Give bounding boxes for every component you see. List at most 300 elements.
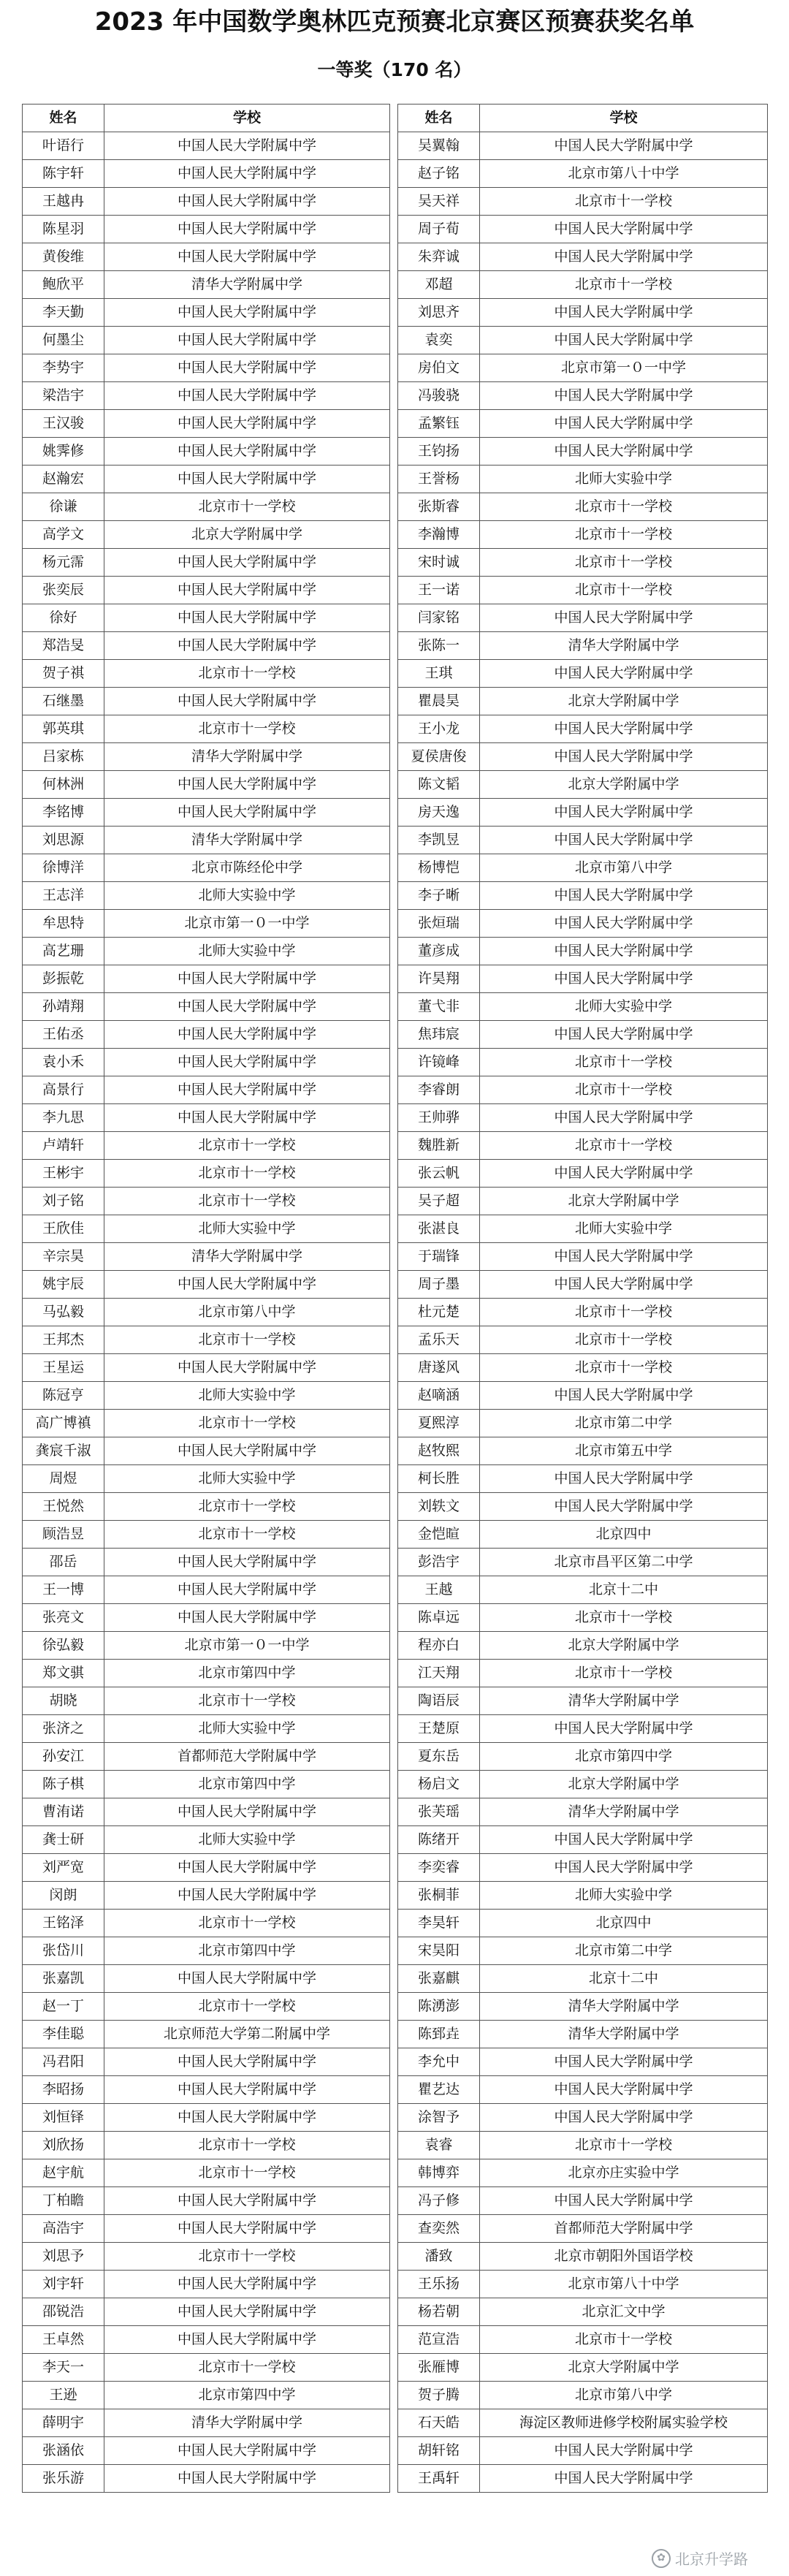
student-name: 王誉杨 [398, 466, 480, 493]
student-name: 王楚原 [398, 1715, 480, 1743]
school-name: 中国人民大学附属中学 [480, 1271, 768, 1299]
school-name: 北京大学附属中学 [480, 1771, 768, 1798]
table-row [398, 1993, 768, 2021]
table-row [23, 493, 390, 521]
table-row [23, 1493, 390, 1521]
school-name: 中国人民大学附属中学 [104, 2465, 390, 2493]
school-name: 北京四中 [480, 1521, 768, 1549]
school-name: 中国人民大学附属中学 [480, 243, 768, 271]
student-name: 李凯昱 [398, 827, 480, 854]
student-name: 赵宇航 [23, 2159, 104, 2187]
table-row [23, 160, 390, 188]
table-row [398, 243, 768, 271]
school-name: 中国人民大学附属中学 [480, 327, 768, 354]
school-name: 北京市十一学校 [104, 2132, 390, 2159]
school-name: 北京大学附属中学 [480, 2354, 768, 2382]
table-row [23, 2271, 390, 2298]
table-row [23, 1104, 390, 1132]
student-name: 李昊轩 [398, 1910, 480, 1937]
student-name: 杜元楚 [398, 1299, 480, 1326]
student-name: 王乐扬 [398, 2271, 480, 2298]
table-row [23, 2187, 390, 2215]
school-name: 北京十二中 [480, 1576, 768, 1604]
table-row [398, 2382, 768, 2409]
school-name: 北京市第一０一中学 [104, 1632, 390, 1660]
student-name: 李子晰 [398, 882, 480, 910]
school-name: 中国人民大学附属中学 [104, 410, 390, 438]
table-row [398, 493, 768, 521]
school-name: 北京市陈经伦中学 [104, 854, 390, 882]
school-name: 中国人民大学附属中学 [480, 1243, 768, 1271]
table-row [23, 1215, 390, 1243]
school-name: 北京大学附属中学 [480, 1632, 768, 1660]
student-name: 焦玮宸 [398, 1021, 480, 1049]
student-name: 何林洲 [23, 771, 104, 799]
table-row [398, 1437, 768, 1465]
table-row [23, 2326, 390, 2354]
table-row [398, 771, 768, 799]
student-name: 王悦然 [23, 1493, 104, 1521]
table-row [23, 466, 390, 493]
table-row [398, 1104, 768, 1132]
table-row [398, 382, 768, 410]
school-name: 中国人民大学附属中学 [104, 1549, 390, 1576]
table-row [398, 1604, 768, 1632]
school-name: 北京市十一学校 [104, 1326, 390, 1354]
student-name: 胡晓 [23, 1687, 104, 1715]
student-name: 黄俊维 [23, 243, 104, 271]
table-row [23, 1049, 390, 1076]
table-row [23, 1576, 390, 1604]
student-name: 龚宸千淑 [23, 1437, 104, 1465]
school-name: 北京市第二中学 [480, 1937, 768, 1965]
student-name: 王禹轩 [398, 2465, 480, 2493]
table-row [23, 1354, 390, 1382]
school-name: 中国人民大学附属中学 [480, 1465, 768, 1493]
student-name: 赵瀚宏 [23, 466, 104, 493]
table-row [23, 1243, 390, 1271]
school-name: 北师大实验中学 [480, 1882, 768, 1910]
school-name: 北京市十一学校 [104, 1521, 390, 1549]
school-name: 北京大学附属中学 [480, 688, 768, 715]
school-name: 中国人民大学附属中学 [480, 2437, 768, 2465]
student-name: 张陈一 [398, 632, 480, 660]
student-name: 程亦白 [398, 1632, 480, 1660]
table-row [23, 1382, 390, 1410]
table-row [398, 1798, 768, 1826]
table-row [398, 1465, 768, 1493]
table-row [23, 2437, 390, 2465]
school-name: 中国人民大学附属中学 [480, 715, 768, 743]
school-name: 北京市十一学校 [480, 2326, 768, 2354]
school-name: 北京市十一学校 [104, 1188, 390, 1215]
table-row [398, 660, 768, 688]
table-row [23, 1076, 390, 1104]
table-row [23, 382, 390, 410]
table-row [398, 132, 768, 160]
student-name: 叶语行 [23, 132, 104, 160]
table-row [398, 938, 768, 965]
table-row [23, 1299, 390, 1326]
student-name: 朱弈诚 [398, 243, 480, 271]
student-name: 李铭博 [23, 799, 104, 827]
student-name: 贺子腾 [398, 2382, 480, 2409]
student-name: 张乐游 [23, 2465, 104, 2493]
school-name: 中国人民大学附属中学 [480, 965, 768, 993]
table-row [23, 2243, 390, 2271]
table-row [398, 2409, 768, 2437]
student-name: 徐好 [23, 604, 104, 632]
student-name: 冯骏骁 [398, 382, 480, 410]
school-name: 北京大学附属中学 [480, 1188, 768, 1215]
table-row [398, 2215, 768, 2243]
school-name: 中国人民大学附属中学 [480, 882, 768, 910]
student-name: 陈星羽 [23, 216, 104, 243]
school-name: 清华大学附属中学 [104, 743, 390, 771]
table-row [398, 2187, 768, 2215]
student-name: 唐遂风 [398, 1354, 480, 1382]
student-name: 王帅骅 [398, 1104, 480, 1132]
table-row [23, 1132, 390, 1160]
page-title: 2023 年中国数学奥林匹克预赛北京赛区预赛获奖名单 [94, 7, 695, 37]
table-row [398, 1021, 768, 1049]
student-name: 何墨尘 [23, 327, 104, 354]
school-name: 中国人民大学附属中学 [480, 1715, 768, 1743]
student-name: 孙靖翔 [23, 993, 104, 1021]
school-name: 清华大学附属中学 [480, 2021, 768, 2048]
table-row [23, 938, 390, 965]
school-name: 北京市第五中学 [480, 1437, 768, 1465]
table-row [398, 1188, 768, 1215]
table-row [23, 1465, 390, 1493]
student-name: 李睿朗 [398, 1076, 480, 1104]
table-row [398, 1910, 768, 1937]
table-row [23, 660, 390, 688]
student-name: 邵锐浩 [23, 2298, 104, 2326]
table-row [398, 2048, 768, 2076]
school-name: 北师大实验中学 [104, 882, 390, 910]
table-row [398, 1493, 768, 1521]
school-name: 清华大学附属中学 [480, 1993, 768, 2021]
table-row [23, 743, 390, 771]
school-name: 北京市十一学校 [480, 493, 768, 521]
table-row [23, 2021, 390, 2048]
award-subtitle: 一等奖（170 名） [317, 59, 472, 80]
student-name: 薛明宇 [23, 2409, 104, 2437]
table-row [398, 1743, 768, 1771]
school-name: 首都师范大学附属中学 [480, 2215, 768, 2243]
student-name: 董弋非 [398, 993, 480, 1021]
school-name: 中国人民大学附属中学 [104, 2187, 390, 2215]
table-row [23, 438, 390, 466]
table-row [398, 1271, 768, 1299]
table-row [23, 1965, 390, 1993]
school-name: 清华大学附属中学 [480, 1687, 768, 1715]
student-name: 刘严宽 [23, 1854, 104, 1882]
table-row [23, 132, 390, 160]
school-name: 北京市第八十中学 [480, 2271, 768, 2298]
student-name: 陈卓远 [398, 1604, 480, 1632]
student-name: 王小龙 [398, 715, 480, 743]
school-name: 中国人民大学附属中学 [480, 382, 768, 410]
student-name: 李势宇 [23, 354, 104, 382]
table-row [23, 688, 390, 715]
student-name: 姚宇辰 [23, 1271, 104, 1299]
student-name: 陈湧澎 [398, 1993, 480, 2021]
school-name: 中国人民大学附属中学 [104, 299, 390, 327]
table-row [398, 1382, 768, 1410]
school-name: 北京市第一０一中学 [480, 354, 768, 382]
table-row [23, 1743, 390, 1771]
student-name: 陈冠亨 [23, 1382, 104, 1410]
school-name: 北京四中 [480, 1910, 768, 1937]
school-name: 中国人民大学附属中学 [480, 1104, 768, 1132]
school-name: 北京市十一学校 [480, 2132, 768, 2159]
student-name: 高艺珊 [23, 938, 104, 965]
table-row [23, 1771, 390, 1798]
table-row [398, 2326, 768, 2354]
table-row [23, 2048, 390, 2076]
table-row [23, 1437, 390, 1465]
table-row [398, 1410, 768, 1437]
school-name: 中国人民大学附属中学 [480, 2104, 768, 2132]
student-name: 王欣佳 [23, 1215, 104, 1243]
table-row [398, 827, 768, 854]
table-row [23, 604, 390, 632]
table-row [398, 2132, 768, 2159]
school-name: 北京市第八中学 [104, 1299, 390, 1326]
school-name: 中国人民大学附属中学 [480, 827, 768, 854]
student-name: 张济之 [23, 1715, 104, 1743]
student-name: 刘思源 [23, 827, 104, 854]
school-name: 清华大学附属中学 [480, 1798, 768, 1826]
table-row [398, 521, 768, 549]
school-name: 中国人民大学附属中学 [104, 1965, 390, 1993]
school-name: 北京市十一学校 [104, 1160, 390, 1188]
student-name: 高景行 [23, 1076, 104, 1104]
student-name: 刘轶文 [398, 1493, 480, 1521]
school-name: 中国人民大学附属中学 [104, 2076, 390, 2104]
school-name: 中国人民大学附属中学 [480, 1826, 768, 1854]
table-header [23, 105, 390, 132]
student-name: 马弘毅 [23, 1299, 104, 1326]
school-name: 北京市十一学校 [480, 1049, 768, 1076]
student-name: 宋昊阳 [398, 1937, 480, 1965]
table-row [398, 1521, 768, 1549]
school-name: 中国人民大学附属中学 [480, 2465, 768, 2493]
student-name: 石继墨 [23, 688, 104, 715]
student-name: 张湛良 [398, 1215, 480, 1243]
table-row [398, 1299, 768, 1326]
school-name: 北京市第四中学 [104, 1771, 390, 1798]
table-row [23, 521, 390, 549]
school-name: 北京市十一学校 [104, 715, 390, 743]
student-name: 于瑞锋 [398, 1243, 480, 1271]
school-name: 中国人民大学附属中学 [480, 1493, 768, 1521]
student-name: 赵牧熙 [398, 1437, 480, 1465]
table-row [23, 2465, 390, 2493]
school-name: 中国人民大学附属中学 [104, 188, 390, 216]
school-name: 中国人民大学附属中学 [104, 632, 390, 660]
table-row [23, 1715, 390, 1743]
table-row [23, 854, 390, 882]
table-row [23, 1632, 390, 1660]
school-name: 中国人民大学附属中学 [104, 2326, 390, 2354]
school-name: 北京市十一学校 [480, 271, 768, 299]
school-name: 北京市第四中学 [104, 1937, 390, 1965]
student-name: 李瀚博 [398, 521, 480, 549]
school-name: 北京市第八中学 [480, 2382, 768, 2409]
school-name: 中国人民大学附属中学 [104, 1049, 390, 1076]
school-name: 北京市十一学校 [104, 1687, 390, 1715]
student-name: 张奕辰 [23, 577, 104, 604]
table-row [398, 2159, 768, 2187]
student-name: 杨若朝 [398, 2298, 480, 2326]
table-row [398, 993, 768, 1021]
table-row [23, 1188, 390, 1215]
student-name: 宋时诚 [398, 549, 480, 577]
table-row [23, 910, 390, 938]
school-name: 中国人民大学附属中学 [104, 132, 390, 160]
student-name: 刘恒铎 [23, 2104, 104, 2132]
school-name: 北京市十一学校 [480, 1076, 768, 1104]
school-name: 中国人民大学附属中学 [104, 1798, 390, 1826]
table-row [23, 1910, 390, 1937]
table-row [398, 965, 768, 993]
student-name: 陈绪开 [398, 1826, 480, 1854]
school-name: 中国人民大学附属中学 [480, 299, 768, 327]
school-name: 中国人民大学附属中学 [104, 2271, 390, 2298]
student-name: 杨元霈 [23, 549, 104, 577]
table-row [23, 577, 390, 604]
school-name: 北京市十一学校 [104, 1410, 390, 1437]
school-name: 北京市昌平区第二中学 [480, 1549, 768, 1576]
table-row [398, 2021, 768, 2048]
school-name: 中国人民大学附属中学 [104, 1882, 390, 1910]
table-row [398, 2076, 768, 2104]
school-name: 北京市十一学校 [104, 2159, 390, 2187]
student-name: 徐弘毅 [23, 1632, 104, 1660]
table-row [23, 2104, 390, 2132]
student-name: 徐谦 [23, 493, 104, 521]
table-row [23, 1521, 390, 1549]
table-row [23, 354, 390, 382]
school-name: 中国人民大学附属中学 [480, 438, 768, 466]
school-name: 中国人民大学附属中学 [104, 549, 390, 577]
table-row [23, 1937, 390, 1965]
table-row [23, 188, 390, 216]
table-row [23, 299, 390, 327]
table-row [23, 216, 390, 243]
table-row [23, 1160, 390, 1188]
student-name: 刘子铭 [23, 1188, 104, 1215]
school-name: 中国人民大学附属中学 [104, 1021, 390, 1049]
table-row [398, 2354, 768, 2382]
school-name: 北京市十一学校 [104, 2243, 390, 2271]
student-name: 刘宇轩 [23, 2271, 104, 2298]
student-name: 房天逸 [398, 799, 480, 827]
table-row [398, 466, 768, 493]
student-name: 陈文韬 [398, 771, 480, 799]
school-name: 中国人民大学附属中学 [104, 993, 390, 1021]
table-row [23, 2215, 390, 2243]
student-name: 董彦成 [398, 938, 480, 965]
student-name: 吕家栋 [23, 743, 104, 771]
school-name: 中国人民大学附属中学 [104, 2437, 390, 2465]
table-row [398, 438, 768, 466]
student-name: 张嘉凯 [23, 1965, 104, 1993]
student-name: 张亮文 [23, 1604, 104, 1632]
table-row [398, 1215, 768, 1243]
table-row [23, 715, 390, 743]
table-row [23, 799, 390, 827]
school-name: 中国人民大学附属中学 [480, 1021, 768, 1049]
table-row [398, 1132, 768, 1160]
school-name: 中国人民大学附属中学 [480, 2076, 768, 2104]
school-name: 北京市十一学校 [480, 188, 768, 216]
watermark [652, 2547, 748, 2569]
table-row [23, 2382, 390, 2409]
student-name: 张斯睿 [398, 493, 480, 521]
right-table [397, 104, 768, 2493]
school-name: 中国人民大学附属中学 [480, 2048, 768, 2076]
table-header [398, 105, 768, 132]
school-name: 北京市十一学校 [480, 1299, 768, 1326]
table-row [23, 1660, 390, 1687]
school-name: 中国人民大学附属中学 [480, 216, 768, 243]
student-name: 贺子祺 [23, 660, 104, 688]
table-row [398, 1882, 768, 1910]
school-name: 中国人民大学附属中学 [480, 910, 768, 938]
table-row [398, 1576, 768, 1604]
school-name: 北京市第八十中学 [480, 160, 768, 188]
school-name: 海淀区教师进修学校附属实验学校 [480, 2409, 768, 2437]
student-name: 徐博洋 [23, 854, 104, 882]
student-name: 李奕睿 [398, 1854, 480, 1882]
student-name: 李佳聪 [23, 2021, 104, 2048]
school-name: 北京亦庄实验中学 [480, 2159, 768, 2187]
school-name: 北京大学附属中学 [480, 771, 768, 799]
school-name: 中国人民大学附属中学 [480, 660, 768, 688]
school-name: 中国人民大学附属中学 [104, 688, 390, 715]
student-name: 冯子修 [398, 2187, 480, 2215]
student-name: 李天一 [23, 2354, 104, 2382]
student-name: 彭浩宇 [398, 1549, 480, 1576]
school-name: 中国人民大学附属中学 [104, 577, 390, 604]
student-name: 夏侯唐俊 [398, 743, 480, 771]
student-name: 周煜 [23, 1465, 104, 1493]
table-row [23, 1798, 390, 1826]
school-name: 北师大实验中学 [480, 466, 768, 493]
table-row [23, 1410, 390, 1437]
school-name: 中国人民大学附属中学 [104, 604, 390, 632]
student-name: 张雁博 [398, 2354, 480, 2382]
student-name: 许昊翔 [398, 965, 480, 993]
student-name: 王志洋 [23, 882, 104, 910]
school-name: 中国人民大学附属中学 [104, 2048, 390, 2076]
school-name: 中国人民大学附属中学 [104, 1271, 390, 1299]
school-name: 中国人民大学附属中学 [480, 938, 768, 965]
table-row [398, 715, 768, 743]
table-row [398, 2243, 768, 2271]
school-name: 中国人民大学附属中学 [480, 132, 768, 160]
table-row [23, 2409, 390, 2437]
table-row [398, 632, 768, 660]
student-name: 赵一丁 [23, 1993, 104, 2021]
student-name: 夏熙淳 [398, 1410, 480, 1437]
student-name: 郑浩旻 [23, 632, 104, 660]
table-row [398, 604, 768, 632]
